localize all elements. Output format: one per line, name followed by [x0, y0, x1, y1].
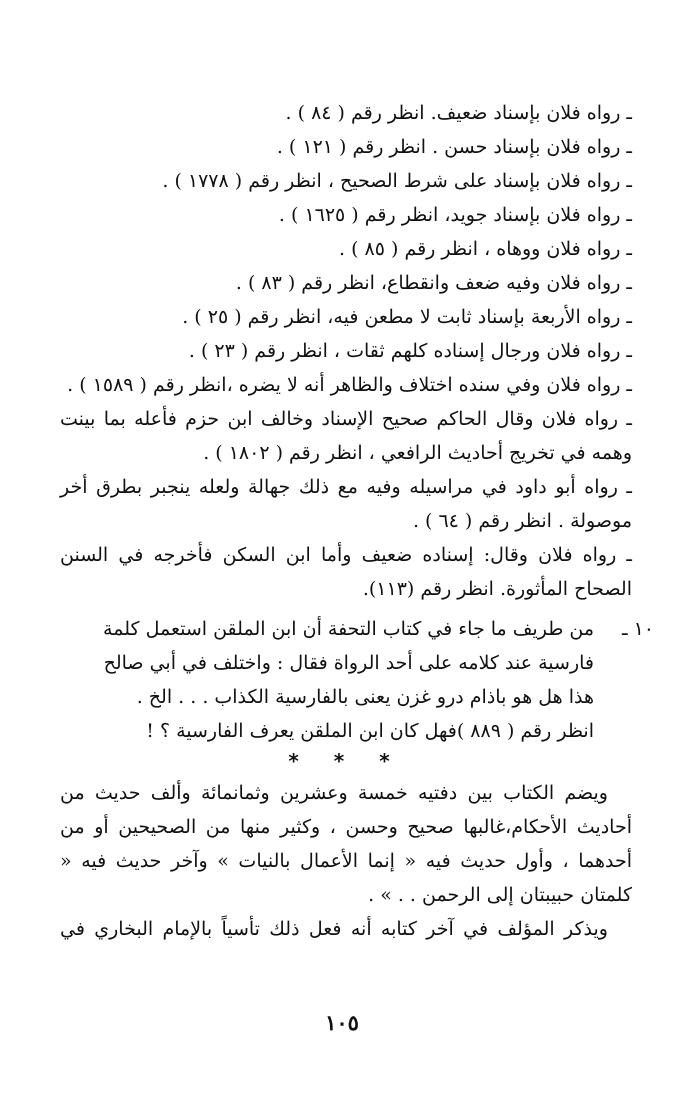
- list-item: ـ رواه فلان بإسناد جويد، انظر رقم ( ١٦٢٥ ) .: [278, 204, 632, 226]
- body-paragraph-continued: ويذكر المؤلف في آخر كتابه أنه فعل ذلك تأسياً بالإمام البخاري في: [60, 918, 608, 940]
- list-item: ـ رواه فلان ورجال إسناده كلهم ثقات ، انظر رقم ( ٢٣ ) .: [188, 340, 632, 362]
- list-item: ـ رواه فلان بإسناد حسن . انظر رقم ( ١٢١ ) .: [276, 136, 632, 158]
- list-item: ـ رواه فلان وقال: إسناده ضعيف وأما ابن السكن فأخرجه في السنن الصحاح المأثورة. انظر رقم (١١٣).: [60, 544, 632, 600]
- item-line: من طريف ما جاء في كتاب التحفة أن ابن الملقن استعمل كلمة: [103, 618, 594, 640]
- page-number: ١٠٥: [325, 1010, 359, 1035]
- list-item: ـ رواه فلان وفي سنده اختلاف والظاهر أنه لا يضره ،انظر رقم ( ١٥٨٩ ) .: [67, 374, 632, 396]
- list-item: ـ رواه أبو داود في مراسيله وفيه مع ذلك جهالة ولعله ينجبر بطرق أخر موصولة . انظر رقم ( ٦٤ ) .: [60, 476, 632, 532]
- body-paragraph: ويضم الكتاب بين دفتيه خمسة وعشرين وثمانمائة وألف حديث من أحاديث الأحكام،غالبها صحيح وحسن ، وكثير منها من الصحيحين أو من أحدهما ، وأول حديث فيه « إنما الأعمال بالنيات » وآخر حديث فيه « كلمتان حبيبتان إلى الرحمن . . » .: [60, 782, 632, 906]
- list-item: ـ رواه فلان وفيه ضعف وانقطاع، انظر رقم ( ٨٣ ) .: [235, 272, 632, 294]
- list-item: ـ رواه فلان بإسناد ضعيف. انظر رقم ( ٨٤ ) .: [285, 102, 632, 124]
- list-item: ـ رواه فلان بإسناد على شرط الصحيح ، انظر رقم ( ١٧٧٨ ) .: [162, 170, 632, 192]
- document-page: [60, 96, 654, 1064]
- list-item: ـ رواه فلان ووهاه ، انظر رقم ( ٨٥ ) .: [339, 238, 632, 260]
- list-item: ـ رواه فلان وقال الحاكم صحيح الإسناد وخالف ابن حزم فأعله بما بينت وهمه في تخريج أحاديث الرافعي ، انظر رقم ( ١٨٠٢ ) .: [60, 408, 632, 464]
- section-separator: * * *: [288, 749, 404, 773]
- item-line: هذا هل هو باذام درو غزن يعنى بالفارسية الكذاب . . . الخ .: [136, 686, 594, 708]
- item-line: فارسية عند كلامه على أحد الرواة فقال : واختلف في أبي صالح: [103, 652, 594, 674]
- hadith-grading-list: [60, 96, 632, 606]
- list-item: ـ رواه الأربعة بإسناد ثابت لا مطعن فيه، انظر رقم ( ٢٥ ) .: [182, 306, 632, 328]
- numbered-item-10: [60, 612, 654, 748]
- item-line: انظر رقم ( ٨٨٩ )فهل كان ابن الملقن يعرف الفارسية ؟ !: [146, 720, 594, 742]
- item-body: [60, 612, 594, 748]
- item-number: ١٠ ـ: [621, 618, 654, 640]
